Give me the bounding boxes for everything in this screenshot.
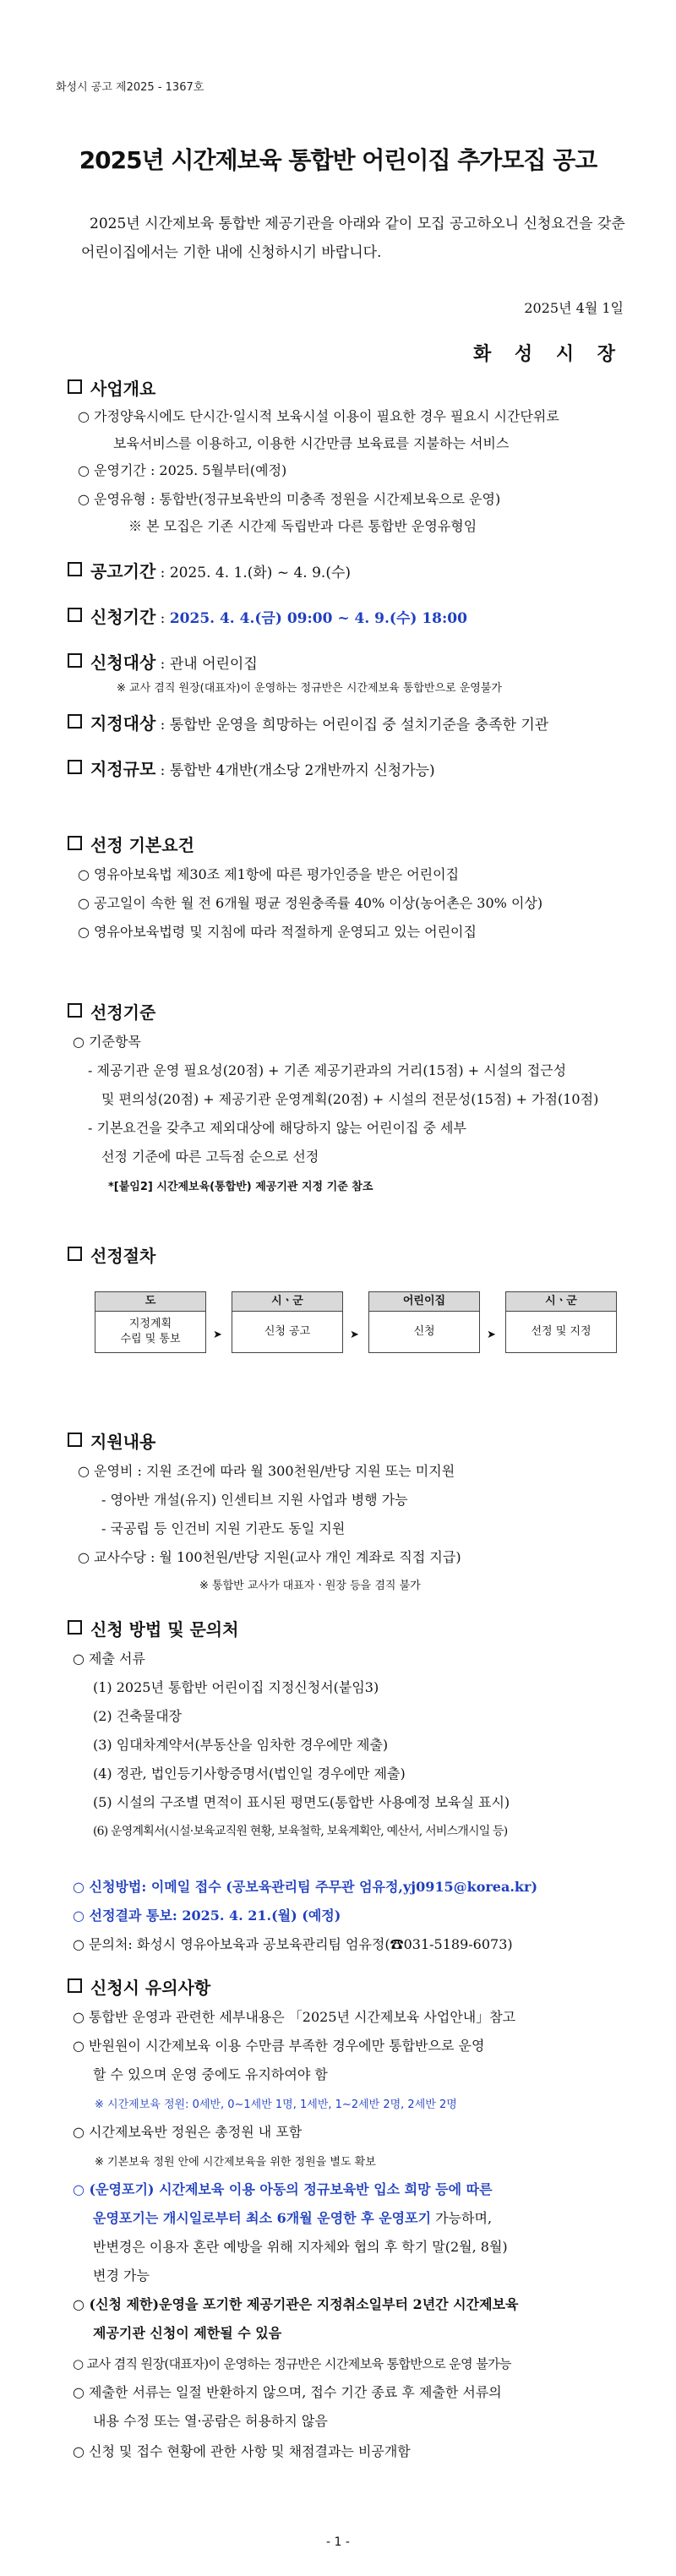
precaution-line: ○ (신청 제한)운영을 포기한 제공기관은 지정취소일부터 2년간 시간제보육 bbox=[73, 2296, 519, 2312]
precaution-line: 변경 가능 bbox=[93, 2268, 150, 2284]
square-bullet-icon bbox=[68, 1978, 82, 1993]
precaution-line: 반변경은 이용자 혼란 예방을 위해 지자체와 협의 후 학기 말(2월, 8월) bbox=[93, 2239, 508, 2255]
procedure-step: 시ㆍ군 선정 및 지정 bbox=[505, 1291, 617, 1353]
section-support-details: 지원내용 bbox=[68, 1428, 155, 1453]
arrow-right-icon: ➤ bbox=[487, 1329, 496, 1341]
requirement-line: ○ 공고일이 속한 월 전 6개월 평균 정원충족률 40% 이상(농어촌은 30% 이상) bbox=[78, 895, 543, 911]
square-bullet-icon bbox=[68, 562, 82, 576]
section-overview: 사업개요 bbox=[68, 375, 155, 400]
section-designation-target: 지정대상 : 통합반 운영을 희망하는 어린이집 중 설치기준을 충족한 기관 bbox=[68, 710, 548, 734]
criteria-line: 선정 기준에 따른 고득점 순으로 선정 bbox=[101, 1149, 319, 1165]
document-item: (6) 운영계획서(시설·보육교직원 현황, 보육철학, 보육계획안, 예산서, 서비스개시일 등) bbox=[93, 1825, 508, 1838]
support-line: ○ 운영비 : 지원 조건에 따라 월 300천원/반당 지원 또는 미지원 bbox=[78, 1463, 455, 1479]
precaution-line: ○ (운영포기) 시간제보육 이용 아동의 정규보육반 입소 희망 등에 따른 bbox=[73, 2181, 493, 2197]
criteria-line: - 기본요건을 갖추고 제외대상에 해당하지 않는 어린이집 중 세부 bbox=[88, 1120, 466, 1136]
overview-note: ※ 본 모집은 기존 시간제 독립반과 다른 통합반 운영유형임 bbox=[128, 518, 477, 534]
overview-line: 보육서비스를 이용하고, 이용한 시간만큼 보육료를 지불하는 서비스 bbox=[113, 435, 510, 451]
section-notice-period: 공고기간 : 2025. 4. 1.(화) ~ 4. 9.(수) bbox=[68, 558, 351, 582]
square-bullet-icon bbox=[68, 760, 82, 774]
document-item: (4) 정관, 법인등기사항증명서(법인일 경우에만 제출) bbox=[93, 1766, 406, 1782]
section-basic-requirements: 선정 기본요건 bbox=[68, 832, 194, 856]
square-bullet-icon bbox=[68, 1433, 82, 1447]
support-line: - 영아반 개설(유지) 인센티브 지원 사업과 병행 가능 bbox=[101, 1492, 408, 1508]
precaution-line: ○ 반원원이 시간제보육 이용 수만큼 부족한 경우에만 통합반으로 운영 bbox=[73, 2038, 485, 2054]
overview-line: ○ 운영유형 : 통합반(정규보육반의 미충족 정원을 시간제보육으로 운영) bbox=[78, 491, 501, 507]
apply-line: ○ 제출 서류 bbox=[73, 1651, 145, 1667]
arrow-right-icon: ➤ bbox=[213, 1329, 222, 1341]
support-note: ※ 통합반 교사가 대표자ㆍ원장 등을 겸직 불가 bbox=[199, 1580, 421, 1592]
document-item: (5) 시설의 구조별 면적이 표시된 평면도(통합반 사용예정 보육실 표시) bbox=[93, 1794, 510, 1810]
precaution-note: ※ 기본보육 정원 안에 시간제보육을 위한 정원을 별도 확보 bbox=[95, 2156, 376, 2169]
notice-date: 2025년 4월 1일 bbox=[524, 300, 624, 316]
square-bullet-icon bbox=[68, 1620, 82, 1635]
procedure-step: 어린이집 신청 bbox=[368, 1291, 480, 1353]
section-selection-criteria: 선정기준 bbox=[68, 999, 155, 1023]
criteria-line: - 제공기관 운영 필요성(20점) + 기존 제공기관과의 거리(15점) + 시설의 접근성 bbox=[88, 1062, 567, 1078]
square-bullet-icon bbox=[68, 714, 82, 729]
square-bullet-icon bbox=[68, 836, 82, 850]
document-item: (3) 임대차계약서(부동산을 임차한 경우에만 제출) bbox=[93, 1737, 389, 1753]
precaution-line: 제공기관 신청이 제한될 수 있음 bbox=[93, 2325, 282, 2341]
precaution-line: ○ 통합반 운영과 관련한 세부내용은 「2025년 시간제보육 사업안내」참고 bbox=[73, 2009, 516, 2025]
section-precautions: 신청시 유의사항 bbox=[68, 1974, 210, 1999]
intro-paragraph: 2025년 시간제보육 통합반 제공기관을 아래와 같이 모집 공고하오니 신청요건을 갖춘 어린이집에서는 기한 내에 신청하시기 바랍니다. bbox=[81, 216, 625, 261]
square-bullet-icon bbox=[68, 379, 82, 394]
criteria-reference: *[붙임2] 시간제보육(통합반) 제공기관 지정 기준 참조 bbox=[108, 1181, 373, 1193]
arrow-right-icon: ➤ bbox=[350, 1329, 359, 1341]
overview-line: ○ 가정양육시에도 단시간·일시적 보육시설 이용이 필요한 경우 필요시 시간단위로 bbox=[78, 408, 559, 424]
overview-line: ○ 운영기간 : 2025. 5월부터(예정) bbox=[78, 462, 287, 478]
section-application-period: 신청기간 : 2025. 4. 4.(금) 09:00 ~ 4. 9.(수) 18:00 bbox=[68, 603, 467, 628]
square-bullet-icon bbox=[68, 1003, 82, 1018]
result-notice: ○ 선정결과 통보: 2025. 4. 21.(월) (예정) bbox=[73, 1907, 341, 1924]
precaution-line: 내용 수정 또는 열·공람은 허용하지 않음 bbox=[93, 2413, 328, 2429]
issuing-authority: 화 성 시 장 bbox=[473, 343, 624, 365]
criteria-line: 및 편의성(20점) + 제공기관 운영계획(20점) + 시설의 전문성(15점) + 가점(10점) bbox=[101, 1091, 599, 1107]
square-bullet-icon bbox=[68, 653, 82, 668]
precaution-line: ○ 시간제보육반 정원은 총정원 내 포함 bbox=[73, 2124, 303, 2140]
precaution-line: 할 수 있으며 운영 중에도 유지하여야 함 bbox=[93, 2066, 328, 2082]
section-how-to-apply: 신청 방법 및 문의처 bbox=[68, 1616, 238, 1640]
document-item: (2) 건축물대장 bbox=[93, 1708, 183, 1724]
document-item: (1) 2025년 통합반 어린이집 지정신청서(붙임3) bbox=[93, 1679, 379, 1695]
section-designation-scale: 지정규모 : 통합반 4개반(개소당 2개반까지 신청가능) bbox=[68, 756, 435, 780]
page-title: 2025년 시간제보육 통합반 어린이집 추가모집 공고 bbox=[79, 146, 597, 174]
page-number: - 1 - bbox=[326, 2535, 350, 2549]
precaution-note: ※ 시간제보육 정원: 0세반, 0~1세반 1명, 1세반, 1~2세반 2명, 2세반 2명 bbox=[95, 2098, 457, 2111]
requirement-line: ○ 영유아보육법령 및 지침에 따라 적절하게 운영되고 있는 어린이집 bbox=[78, 924, 477, 940]
square-bullet-icon bbox=[68, 608, 82, 622]
precaution-line: 운영포기는 개시일로부터 최소 6개월 운영한 후 운영포기 가능하며, bbox=[93, 2210, 493, 2226]
procedure-step: 시ㆍ군 신청 공고 bbox=[232, 1291, 343, 1353]
support-line: - 국공립 등 인건비 지원 기관도 동일 지원 bbox=[101, 1520, 346, 1536]
section-eligible-applicants: 신청대상 : 관내 어린이집 bbox=[68, 649, 258, 674]
apply-method: ○ 신청방법: 이메일 접수 (공보육관리팀 주무관 엄유정,yj0915@korea.kr) bbox=[73, 1879, 538, 1895]
precaution-line: ○ 교사 겸직 원장(대표자)이 운영하는 정규반은 시간제보육 통합반으로 운영 불가능 bbox=[73, 2356, 511, 2371]
procedure-flow bbox=[95, 1291, 627, 1359]
contact-info: ○ 문의처: 화성시 영유아보육과 공보육관리팀 엄유정(☎031-5189-6073) bbox=[73, 1936, 513, 1952]
procedure-step: 도 지정계획 수립 및 통보 bbox=[95, 1291, 206, 1353]
section-selection-procedure: 선정절차 bbox=[68, 1242, 155, 1267]
square-bullet-icon bbox=[68, 1247, 82, 1261]
eligible-note: ※ 교사 겸직 원장(대표자)이 운영하는 정규반은 시간제보육 통합반으로 운영불가 bbox=[117, 682, 502, 695]
support-line: ○ 교사수당 : 월 100천원/반당 지원(교사 개인 계좌로 직접 지급) bbox=[78, 1549, 461, 1565]
criteria-line: ○ 기준항목 bbox=[73, 1034, 141, 1050]
document-number: 화성시 공고 제2025 - 1367호 bbox=[56, 81, 204, 94]
requirement-line: ○ 영유아보육법 제30조 제1항에 따른 평가인증을 받은 어린이집 bbox=[78, 866, 460, 882]
precaution-line: ○ 신청 및 접수 현황에 관한 사항 및 채점결과는 비공개함 bbox=[73, 2443, 411, 2459]
precaution-line: ○ 제출한 서류는 일절 반환하지 않으며, 접수 기간 종료 후 제출한 서류의 bbox=[73, 2384, 502, 2400]
